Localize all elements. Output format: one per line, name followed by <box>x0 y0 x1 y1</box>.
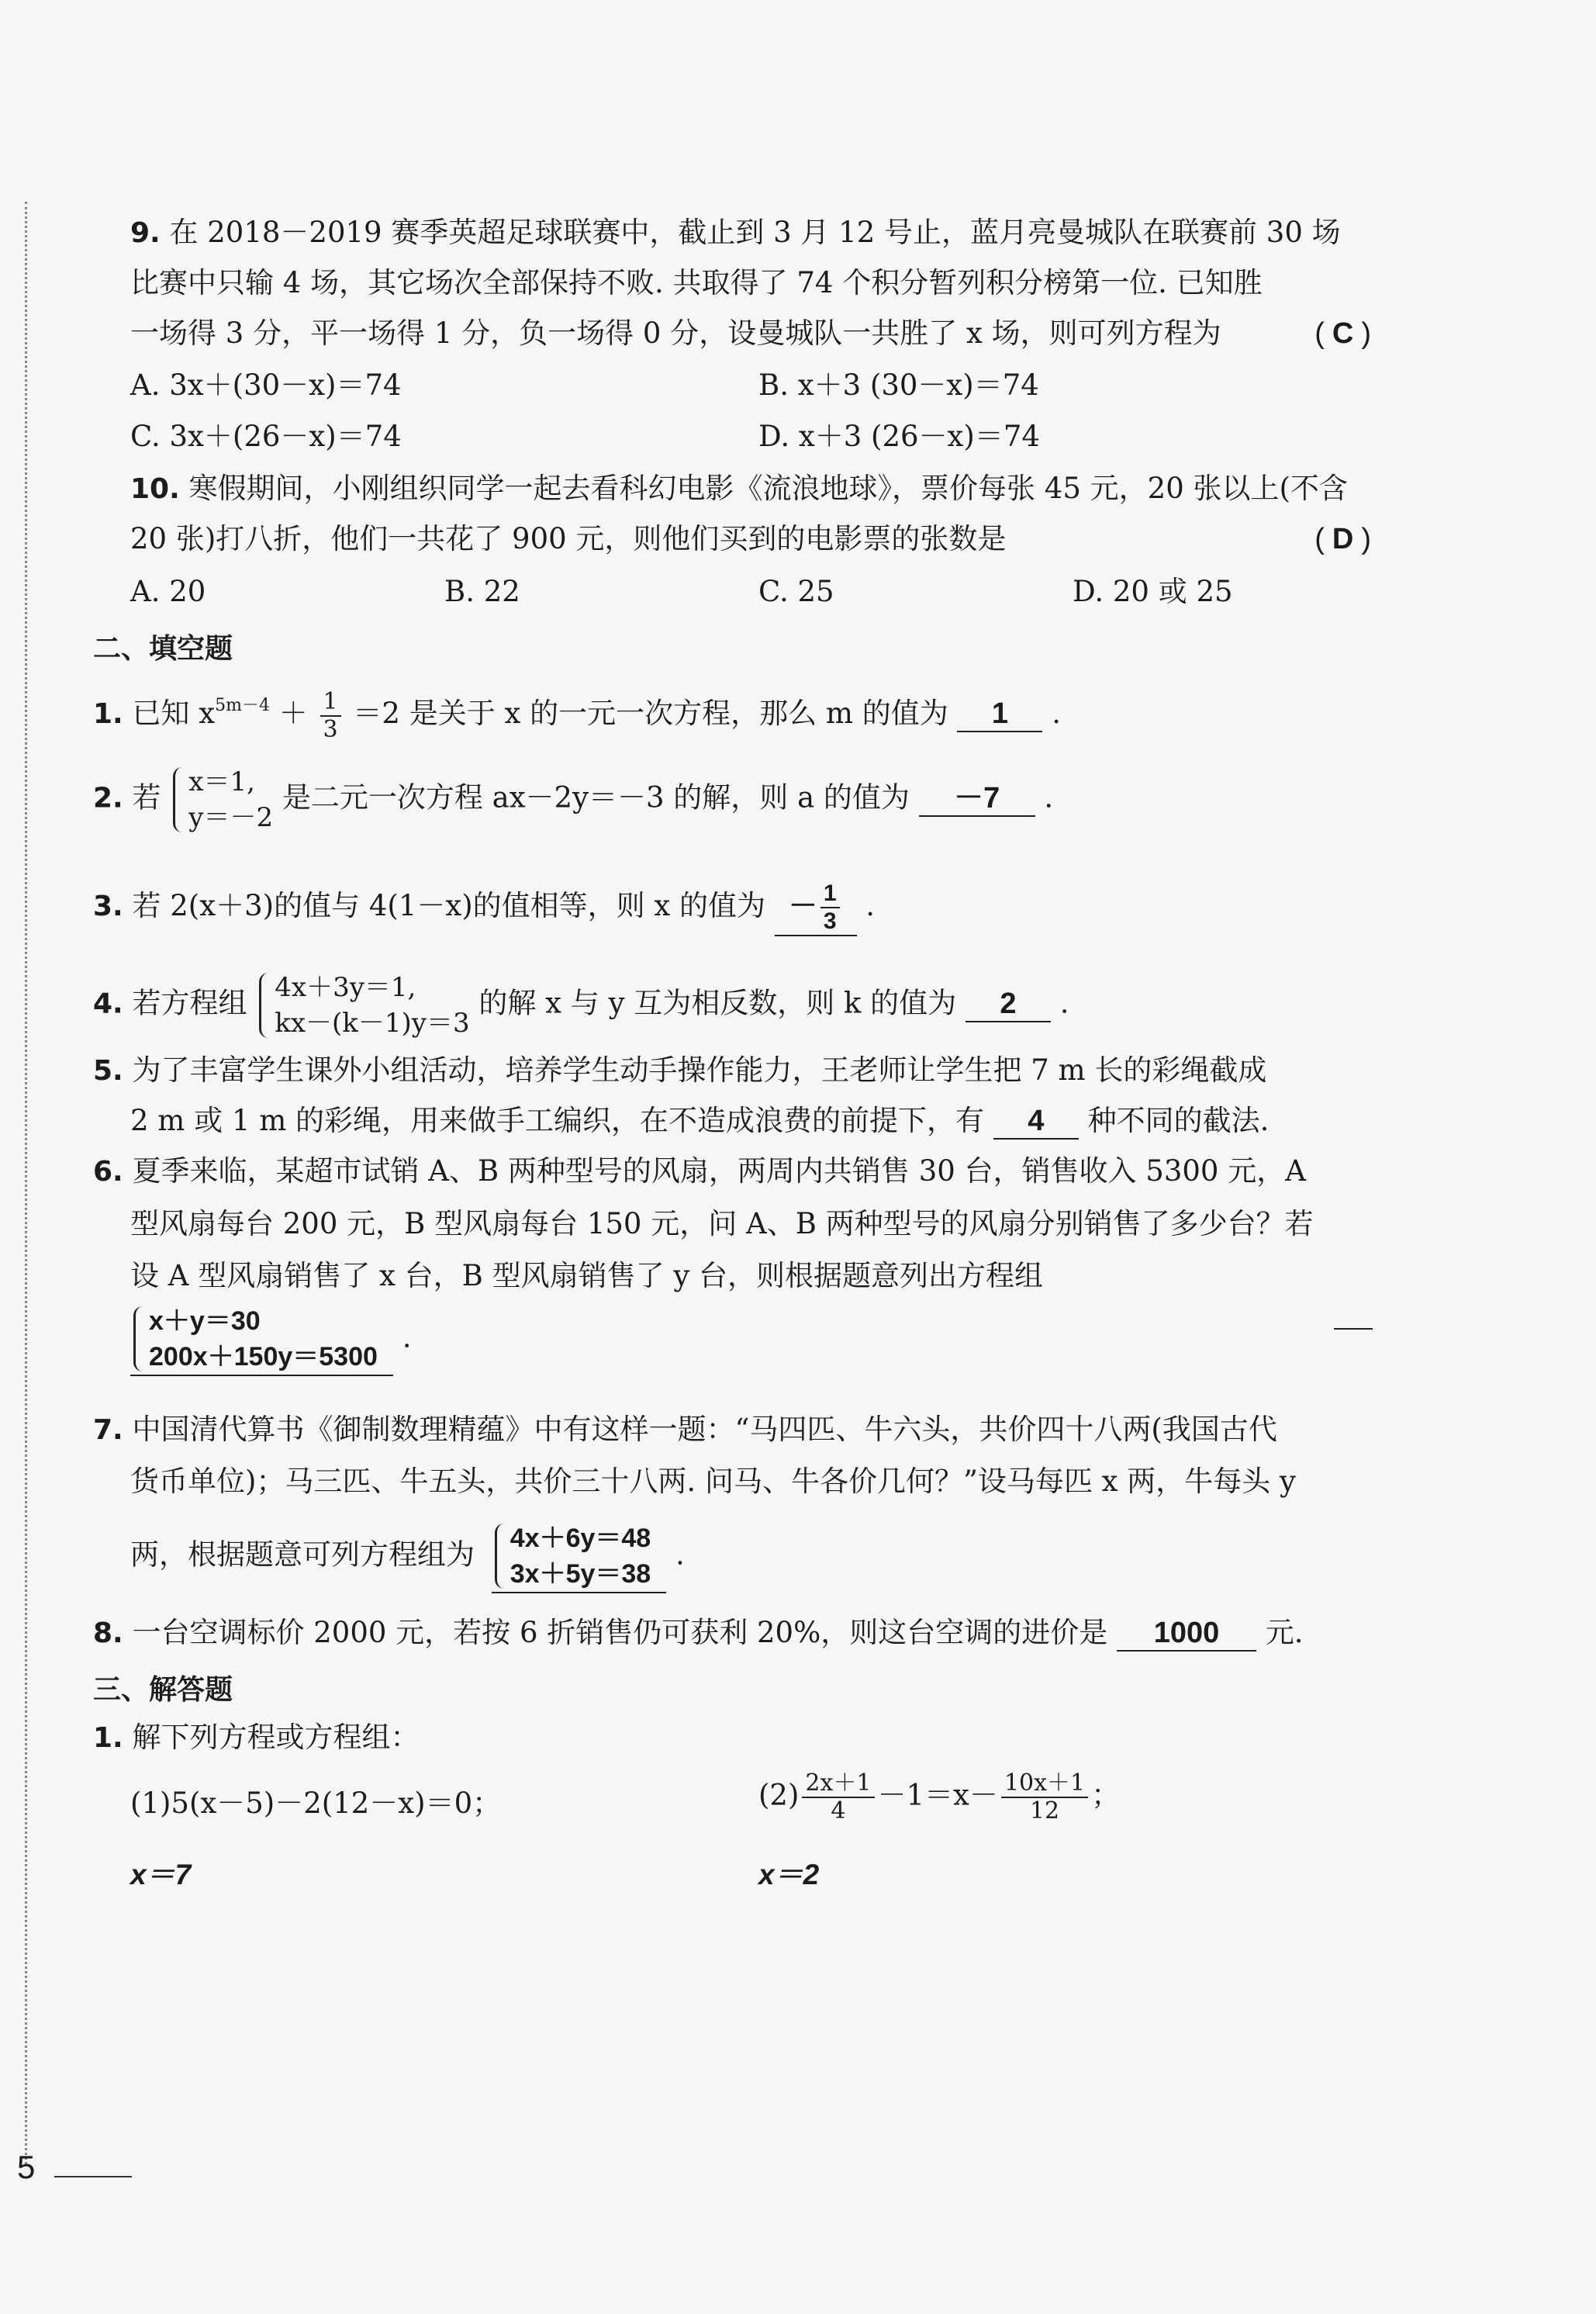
fill-q4-answer: 2 <box>966 987 1051 1022</box>
fill-q3-answer: － $\frac{1}{3}$ <box>775 880 857 936</box>
fill-q2-answer: －7 <box>919 781 1035 817</box>
q10-option-b: B. 22 <box>444 575 520 608</box>
solve-q1-title: 1. 解下列方程或方程组： <box>93 1721 420 1754</box>
q9-line1: 9. 在 2018－2019 赛季英超足球联赛中，截止到 3 月 12 号止，蓝月亮曼城队在联赛前 30 场 <box>130 216 1341 249</box>
q9-answer: C <box>1332 317 1354 350</box>
q10-option-c: C. 25 <box>758 575 834 608</box>
section-solve-title: 三、解答题 <box>93 1674 233 1706</box>
fill-q7-line2: 货币单位)；马三匹、牛五头，共价三十八两. 问马、牛各价几何？”设马每匹 x 两，牛每头 y <box>130 1465 1296 1498</box>
fill-q6-answer: x＋y＝30 200x＋150y＝5300 <box>130 1303 393 1376</box>
margin-dotted-rule <box>25 202 27 2164</box>
fill-q6-line2: 型风扇每台 200 元，B 型风扇每台 150 元，问 A、B 两种型号的风扇分别销售了多少台？若 <box>130 1207 1314 1240</box>
q9-option-a: A. 3x＋(30－x)＝74 <box>130 368 402 402</box>
q9-option-b: B. x＋3 (30－x)＝74 <box>758 368 1039 402</box>
fill-q8: 8. 一台空调标价 2000 元，若按 6 折销售仍可获利 20%，则这台空调的进价是 1000 元. <box>93 1614 1371 1653</box>
fill-q6-line3: 设 A 型风扇销售了 x 台，B 型风扇销售了 y 台，则根据题意列出方程组 <box>130 1259 1044 1292</box>
q9-line2: 比赛中只输 4 场，其它场次全部保持不败. 共取得了 74 个积分暂列积分榜第一位. 已知胜 <box>130 266 1263 299</box>
solve-q1-answer1: x＝7 <box>130 1859 192 1890</box>
q9-answer-bracket: ( C ) <box>1314 317 1371 350</box>
q9-number: 9. <box>130 217 161 249</box>
q9-option-d: D. x＋3 (26－x)＝74 <box>758 420 1040 453</box>
equation-system: 4x＋3y＝1, kx－(k－1)y＝3 <box>256 970 469 1041</box>
fill-q5-answer: 4 <box>993 1104 1079 1140</box>
q10-line2: 20 张)打八折，他们一共花了 900 元，则他们买到的电影票的张数是 ( D ) <box>130 520 1371 559</box>
fill-q3: 3. 若 2(x＋3)的值与 4(1－x)的值相等，则 x 的值为 － $\frac{1}{3}$ . <box>93 880 1371 936</box>
equation-system: x＝1, y＝－2 <box>170 764 273 835</box>
fill-q5-line2: 2 m 或 1 m 的彩绳，用来做手工编织，在不造成浪费的前提下，有 4 种不同的截法. <box>130 1102 1371 1140</box>
q10-option-a: A. 20 <box>130 575 206 608</box>
page-number-rule <box>54 2176 132 2177</box>
fill-q5-line1: 5. 为了丰富学生课外小组活动，培养学生动手操作能力，王老师让学生把 7 m 长的彩绳截成 <box>93 1053 1267 1087</box>
section-fill-in-title: 二、填空题 <box>93 633 233 665</box>
fill-q6-line1: 6. 夏季来临，某超市试销 A、B 两种型号的风扇，两周内共销售 30 台，销售收入 5300 元，A <box>93 1154 1306 1188</box>
fraction: $\frac{1}{3}$ <box>320 689 341 743</box>
solve-q1-part2: (2) $\frac{2x+1}{4}$ －1＝x－ $\frac{10x+1}{12}$ ； <box>758 1769 1121 1825</box>
q10-option-d: D. 20 或 25 <box>1073 575 1233 608</box>
fill-q6-answer-row: x＋y＝30 200x＋150y＝5300 . <box>130 1303 1371 1376</box>
q10-answer-bracket: ( D ) <box>1314 523 1371 555</box>
fill-q7-answer: 4x＋6y＝48 3x＋5y＝38 <box>492 1520 666 1593</box>
fill-q8-answer: 1000 <box>1117 1616 1256 1652</box>
fill-q1-answer: 1 <box>957 697 1042 732</box>
fill-q2: 2. 若 x＝1, y＝－2 是二元一次方程 ax－2y＝－3 的解，则 a 的值为 －7 . <box>93 764 1371 835</box>
fill-q1: 1. 已知 $x^{5m-4}$ ＋ $\frac{1}{3}$ ＝2 是关于 x 的一元一次方程，那么 m 的值为 1 . <box>93 687 1061 743</box>
q10-number: 10. <box>130 473 180 505</box>
solve-q1-answer2: x＝2 <box>758 1859 820 1890</box>
fill-q4: 4. 若方程组 4x＋3y＝1, kx－(k－1)y＝3 的解 x 与 y 互为相反数，则 k 的值为 2 . <box>93 970 1371 1041</box>
q9-line3: 一场得 3 分，平一场得 1 分，负一场得 0 分，设曼城队一共胜了 x 场，则可列方程为 ( C ) <box>130 314 1371 353</box>
q9-option-c: C. 3x＋(26－x)＝74 <box>130 420 402 453</box>
q10-answer: D <box>1332 523 1354 555</box>
page-number: 5 <box>17 2149 36 2185</box>
fill-q7-line1: 7. 中国清代算书《御制数理精蕴》中有这样一题：“马四匹、牛六头，共价四十八两(我国古代 <box>93 1413 1277 1446</box>
solve-q1-part1: (1)5(x－5)－2(12－x)＝0； <box>130 1787 502 1820</box>
fill-q7-line3: 两，根据题意可列方程组为 4x＋6y＝48 3x＋5y＝38 . <box>130 1520 1371 1593</box>
q10-line1: 10. 寒假期间，小刚组织同学一起去看科幻电影《流浪地球》，票价每张 45 元，20 张以上(不含 <box>130 472 1348 505</box>
